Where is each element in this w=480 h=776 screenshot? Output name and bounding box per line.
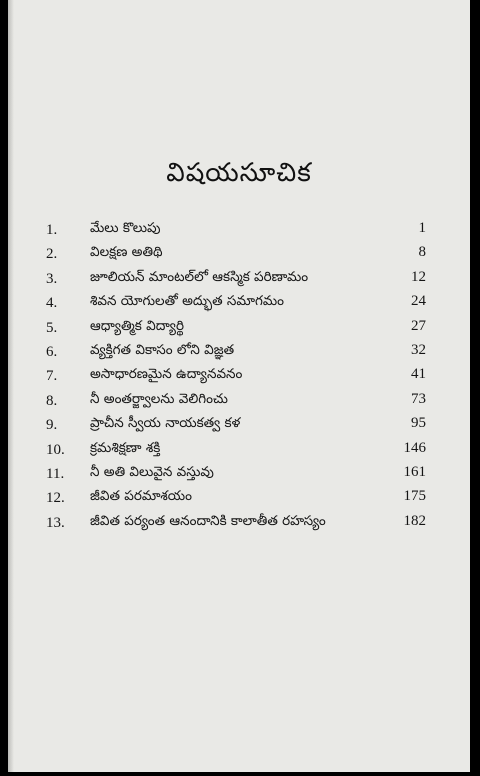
toc-row bbox=[46, 413, 426, 437]
toc-entry-page-number: 146 bbox=[403, 439, 426, 456]
toc-entry-title: నీ అంతర్జ్వాలను వెలిగించు bbox=[90, 390, 228, 407]
toc-row bbox=[46, 291, 426, 315]
toc-row bbox=[46, 486, 426, 510]
toc-entry-page-number: 41 bbox=[411, 366, 426, 383]
toc-row bbox=[46, 242, 426, 266]
toc-entry-page-number: 161 bbox=[403, 463, 426, 480]
toc-entry-title: అసాధారణమైన ఉద్యానవనం bbox=[90, 366, 243, 383]
toc-entry-title: శివన యోగులతో అద్భుత సమాగమం bbox=[90, 293, 284, 310]
toc-entry-number: 6. bbox=[46, 343, 58, 360]
toc-entry-page-number: 32 bbox=[411, 341, 426, 358]
page-title: విషయసూచిక bbox=[166, 158, 312, 188]
toc-entry-page-number: 27 bbox=[411, 317, 426, 334]
toc-row bbox=[46, 340, 426, 364]
toc-row bbox=[46, 218, 426, 242]
toc-row bbox=[46, 267, 426, 291]
toc-entry-page-number: 175 bbox=[403, 488, 426, 505]
toc-entry-number: 10. bbox=[46, 441, 65, 458]
toc-entry-number: 8. bbox=[46, 392, 58, 409]
toc-entry-title: జీవిత పరమాశయం bbox=[90, 488, 192, 505]
toc-entry-title: క్రమశిక్షణా శక్తి bbox=[90, 439, 161, 456]
toc-row bbox=[46, 462, 426, 486]
toc-entry-title: వ్యక్తిగత వికాసం లోని విజ్ఞత bbox=[90, 341, 235, 358]
toc-entry-number: 2. bbox=[46, 246, 58, 263]
toc-entry-title: విలక్షణ అతిథి bbox=[90, 244, 163, 261]
toc-entry-title: ఆధ్యాత్మిక విద్యార్థి bbox=[90, 317, 184, 334]
toc-entry-title: నీ అతి విలువైన వస్తువు bbox=[90, 463, 214, 480]
toc-entry-number: 11. bbox=[46, 465, 65, 482]
toc-entry-number: 13. bbox=[46, 514, 65, 531]
toc-entry-number: 12. bbox=[46, 490, 65, 507]
toc-entry-page-number: 1 bbox=[418, 220, 426, 236]
toc-entry-page-number: 24 bbox=[411, 293, 426, 310]
toc-entry-title: జూలియన్ మాంటల్‌లో ఆకస్మిక పరిణామం bbox=[90, 268, 309, 285]
toc-entry-number: 5. bbox=[46, 319, 58, 336]
toc-entry-page-number: 73 bbox=[411, 390, 426, 407]
toc-row bbox=[46, 389, 426, 413]
toc-entry-number: 1. bbox=[46, 222, 58, 238]
toc-entry-title: ప్రాచీన స్వీయ నాయకత్వ కళ bbox=[90, 415, 241, 432]
toc-row bbox=[46, 511, 426, 535]
toc-entry-title: జీవిత పర్యంత ఆనందానికి కాలాతీత రహస్యం bbox=[90, 512, 326, 529]
table-of-contents bbox=[46, 218, 426, 535]
page-edge-shadow bbox=[8, 0, 14, 772]
toc-row bbox=[46, 438, 426, 462]
toc-entry-title: మేలు కొలుపు bbox=[90, 220, 161, 236]
toc-entry-page-number: 95 bbox=[411, 415, 426, 432]
book-page bbox=[8, 0, 470, 772]
toc-row bbox=[46, 364, 426, 388]
toc-entry-page-number: 12 bbox=[411, 268, 426, 285]
toc-entry-number: 4. bbox=[46, 295, 58, 312]
toc-entry-page-number: 8 bbox=[418, 244, 426, 261]
toc-entry-number: 9. bbox=[46, 417, 58, 434]
toc-entry-number: 7. bbox=[46, 368, 58, 385]
toc-entry-number: 3. bbox=[46, 270, 58, 287]
toc-entry-page-number: 182 bbox=[403, 512, 426, 529]
toc-row bbox=[46, 316, 426, 340]
